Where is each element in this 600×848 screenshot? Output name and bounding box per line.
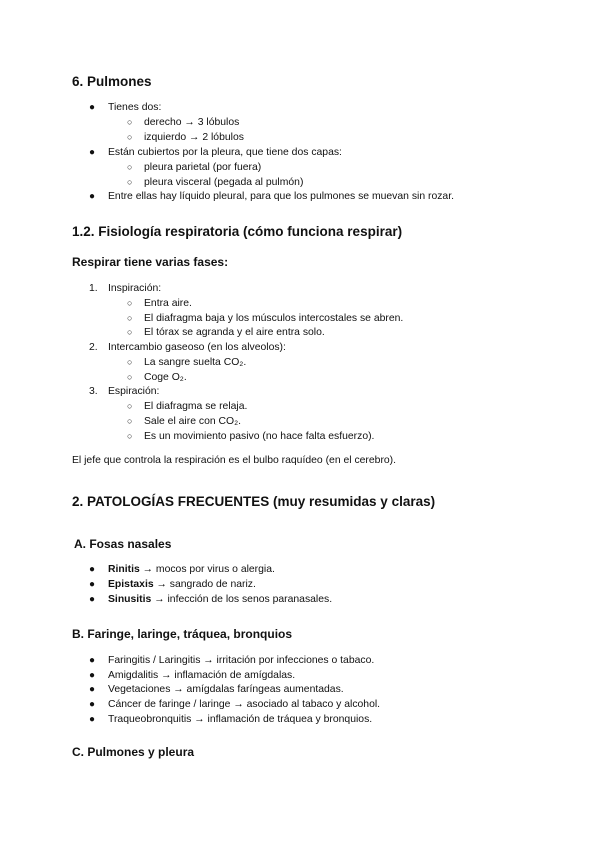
circle-bullet-icon: ○ <box>127 372 133 382</box>
bullet-icon: ● <box>89 699 96 710</box>
bullet-icon: ● <box>89 714 96 725</box>
term-description: → mocos por virus o alergia. <box>139 564 275 575</box>
circle-bullet-icon: ○ <box>127 162 133 172</box>
term: Rinitis <box>108 564 140 575</box>
list-item: Traqueobronquitis → inflamación de tráquea y bronquios. <box>108 714 373 725</box>
subsection-a-title: A. Fosas nasales <box>74 537 172 551</box>
list-item <box>108 593 332 606</box>
circle-bullet-icon: ○ <box>127 327 133 337</box>
bullet-icon: ● <box>89 684 96 695</box>
list-item: Espiración: <box>108 386 160 397</box>
bullet-icon: ● <box>89 564 96 575</box>
circle-bullet-icon: ○ <box>127 117 133 127</box>
circle-bullet-icon: ○ <box>127 298 133 308</box>
list-subitem: pleura visceral (pegada al pulmón) <box>144 177 304 188</box>
bullet-icon: ● <box>89 102 96 113</box>
list-item: Están cubiertos por la pleura, que tiene dos capas: <box>108 147 342 158</box>
circle-bullet-icon: ○ <box>127 357 133 367</box>
circle-bullet-icon: ○ <box>127 132 133 142</box>
list-item: Cáncer de faringe / laringe → asociado al tabaco y alcohol. <box>108 699 381 710</box>
list-subitem: El diafragma se relaja. <box>144 401 248 412</box>
circle-bullet-icon: ○ <box>127 313 133 323</box>
circle-bullet-icon: ○ <box>127 401 133 411</box>
subsection-b-title: B. Faringe, laringe, tráquea, bronquios <box>72 627 293 641</box>
section-1-2-subtitle: Respirar tiene varias fases: <box>72 255 229 269</box>
list-item: Entre ellas hay líquido pleural, para que los pulmones se muevan sin rozar. <box>108 191 454 202</box>
subsection-c-title: C. Pulmones y pleura <box>72 745 195 759</box>
list-subitem: El tórax se agranda y el aire entra solo. <box>144 327 325 338</box>
list-item <box>108 563 275 576</box>
section-6-title: 6. Pulmones <box>72 74 152 89</box>
term-description: → sangrado de nariz. <box>153 579 256 590</box>
list-subitem: Es un movimiento pasivo (no hace falta esfuerzo). <box>144 431 375 442</box>
circle-bullet-icon: ○ <box>127 416 133 426</box>
list-subitem: Sale el aire con CO₂. <box>144 416 242 427</box>
list-item: Tienes dos: <box>108 102 162 113</box>
list-subitem: La sangre suelta CO₂. <box>144 357 247 368</box>
list-item: Faringitis / Laringitis → irritación por infecciones o tabaco. <box>108 655 375 666</box>
list-number: 1. <box>89 283 98 294</box>
list-item: Intercambio gaseoso (en los alveolos): <box>108 342 286 353</box>
list-item: Vegetaciones → amígdalas faríngeas aumentadas. <box>108 684 344 695</box>
bullet-icon: ● <box>89 670 96 681</box>
bullet-icon: ● <box>89 147 96 158</box>
section-2-title: 2. PATOLOGÍAS FRECUENTES (muy resumidas y claras) <box>72 494 436 509</box>
list-number: 2. <box>89 342 98 353</box>
list-subitem: El diafragma baja y los músculos intercostales se abren. <box>144 313 404 324</box>
term: Sinusitis <box>108 594 152 605</box>
circle-bullet-icon: ○ <box>127 431 133 441</box>
term-description: → infección de los senos paranasales. <box>151 594 333 605</box>
bullet-icon: ● <box>89 655 96 666</box>
list-subitem: derecho → 3 lóbulos <box>144 117 240 128</box>
list-subitem: Entra aire. <box>144 298 192 309</box>
list-subitem: izquierdo → 2 lóbulos <box>144 132 244 143</box>
bullet-icon: ● <box>89 579 96 590</box>
list-number: 3. <box>89 386 98 397</box>
list-item: Inspiración: <box>108 283 162 294</box>
bullet-icon: ● <box>89 594 96 605</box>
term: Epistaxis <box>108 579 154 590</box>
list-subitem: Coge O₂. <box>144 372 187 383</box>
section-1-2-title: 1.2. Fisiología respiratoria (cómo funciona respirar) <box>72 224 403 239</box>
bullet-icon: ● <box>89 191 96 202</box>
list-item <box>108 578 256 591</box>
circle-bullet-icon: ○ <box>127 177 133 187</box>
list-item: Amigdalitis → inflamación de amígdalas. <box>108 670 296 681</box>
paragraph: El jefe que controla la respiración es el bulbo raquídeo (en el cerebro). <box>72 455 397 466</box>
list-subitem: pleura parietal (por fuera) <box>144 162 262 173</box>
